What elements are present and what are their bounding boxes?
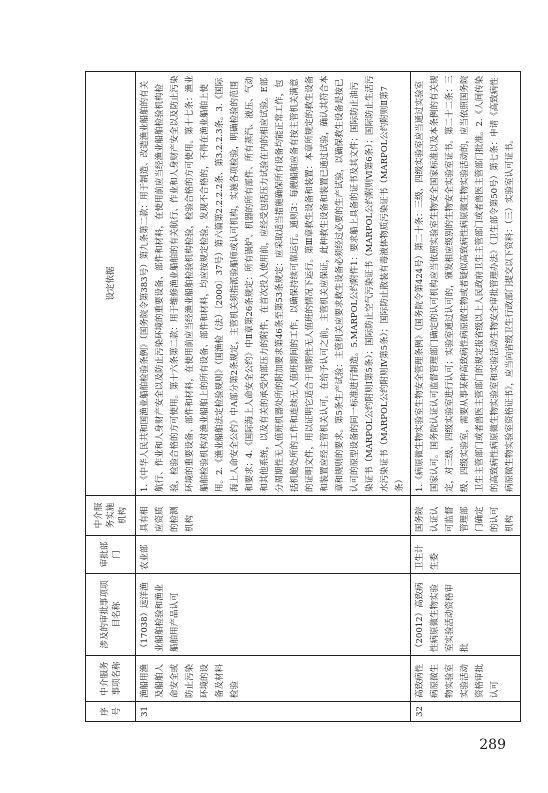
row-item-name: 渔船用渔及船舶人命安全或防止污染环境的设备及材料检验: [136, 656, 411, 702]
table-row: [136, 72, 411, 722]
row-basis: 1.《病原微生物实验室生物安全管理条例》（国务院令第424号）第二十条：三级、四级实验室应当通过实验室国家认可。国务院认证认可监督管理部门确定的认可机构应当依照实验室生物安全国家标准以及本条例的有关规定，对三级、四级实验室进行认可；实验室通过认可的，颁发相应级别的生物安全实验室证书。第二十二条：三级、四级实验室，需要从事某种高致病性病原微生物或者疑似高致病性病原微生物实验活动的，应当依照国务院卫生主管部门或者兽医主管部门的规定报省级以上人民政府卫生主管部门或者兽医主管部门批准。2.《人间传染的高致病性病原微生物实验室和实验活动生物安全审批管理办法》（卫生部令第50号）第七条：申请《高致病性病原微生物实验室资格证书》，应当向省级卫生行政部门提交以下资料：（三）实验室认可证书。: [411, 72, 521, 496]
row-dept: 农业部: [136, 536, 411, 574]
rotated-table-wrapper: [85, 72, 513, 722]
row-agency: 具有相应资质的检测机构: [136, 496, 411, 536]
row-no: 32: [411, 702, 521, 722]
header-dept: 审批部门: [86, 536, 136, 574]
header-agency: 中介服务实施机构: [86, 496, 136, 536]
row-item-name: 高致病性病原微生物实验室实验活动资格审批认可: [411, 656, 521, 702]
header-no: 序号: [86, 702, 136, 722]
page-number: 289: [479, 737, 506, 753]
row-approval-name: （20012）高致病性病原微生物实验室实验活动资格审批: [411, 574, 521, 656]
row-basis: 1.《中华人民共和国渔业船舶检验条例》（国务院令第383号）第九条第二款：用于制造、改造渔业船舶的有关航行、作业和人身财产安全以及防止污染环境的重要设备、部件和材料，在使用前应当经渔业船舶检验机构检验，检验合格的方可使用。第十六条第二款：用于维修渔业船舶的有关航行、作业和人身财产安全以及防止污染环境的重要设备、部件和材料，在使用前应当经渔业船舶检验机构检验，检验合格的方可使用。第十七条：渔业船舶检验机构对渔业船舶上的所有设备、部件和材料，均应按规定检验，发现不合格的，不得在渔业船舶上使用。2.《渔业船舶法定检验规则》（国渔检（法）〔2000〕37号）第六篇第2.2.2.2条、第3.2.2.3条。3.《国际海上人命安全公约》中A部分第2条规定，主管机关须指派验船师或认可机构，实施各项检验，明确检验的范围和要求；4.《国际海上人命安全公约》中Ⅱ章第26条规定：所有锅炉、机器的所有部件、所有蒸汽、液压、气动和其他系统，以及有关的承受内部压力的附件，在首次投入使用前，应经受包括压力试验在内的相应试验。E部分周期性无人值班机器处所的附加要求第46条至第53条规定：应采取适当措施确保所有设备均能正常工作，包括机舱处所的工作和连续无人值班期间的工作，以确保持续可靠运行。通则3：每艘船舶应备有按主管机关满意的证明文件，用以证明它适合于周期性无人值班的情况下运行。第Ⅲ章救生设备和装置：本章所规定的救生设备和装置应经主管机关认可。在给予认可之前，主管机关应保证，此种救生设备和装置已通过试验，确认其符合本章和规则的要求。第5条生产试验：主管机关应要求救生设备必须经过必要的生产试验，以确保救生设备是按已认可的原型设备的同一标准进行制造。5.MARPOL公约附件1：要求船上具备的证书及其文件；国际防止油污染证书（MARPOL公约附则Ⅰ第5条）；国际防止空气污染证书（MARPOL公约附则Ⅵ第6条）；国际防止生活污水污染证书（MARPOL公约附则Ⅳ第5条）；国际防止散装有毒液体物质污染证书（MARPOL公约附则Ⅱ第7条）: [136, 72, 411, 496]
row-agency: 国务院认证认可监督管理部门确定的认可机构: [411, 496, 521, 536]
header-basis: 设定依据: [86, 72, 136, 496]
table-row: [411, 72, 521, 722]
row-approval-name: （17038）远洋渔业船舶检验和渔业船舶用产品认可: [136, 574, 411, 656]
header-item-name: 中介服务事项名称: [86, 656, 136, 702]
intermediary-services-table: [85, 71, 521, 722]
row-no: 31: [136, 702, 411, 722]
row-dept: 卫生计生委: [411, 536, 521, 574]
table-header-row: [86, 72, 136, 722]
header-approval-name: 涉及的审批事项项目名称: [86, 574, 136, 656]
